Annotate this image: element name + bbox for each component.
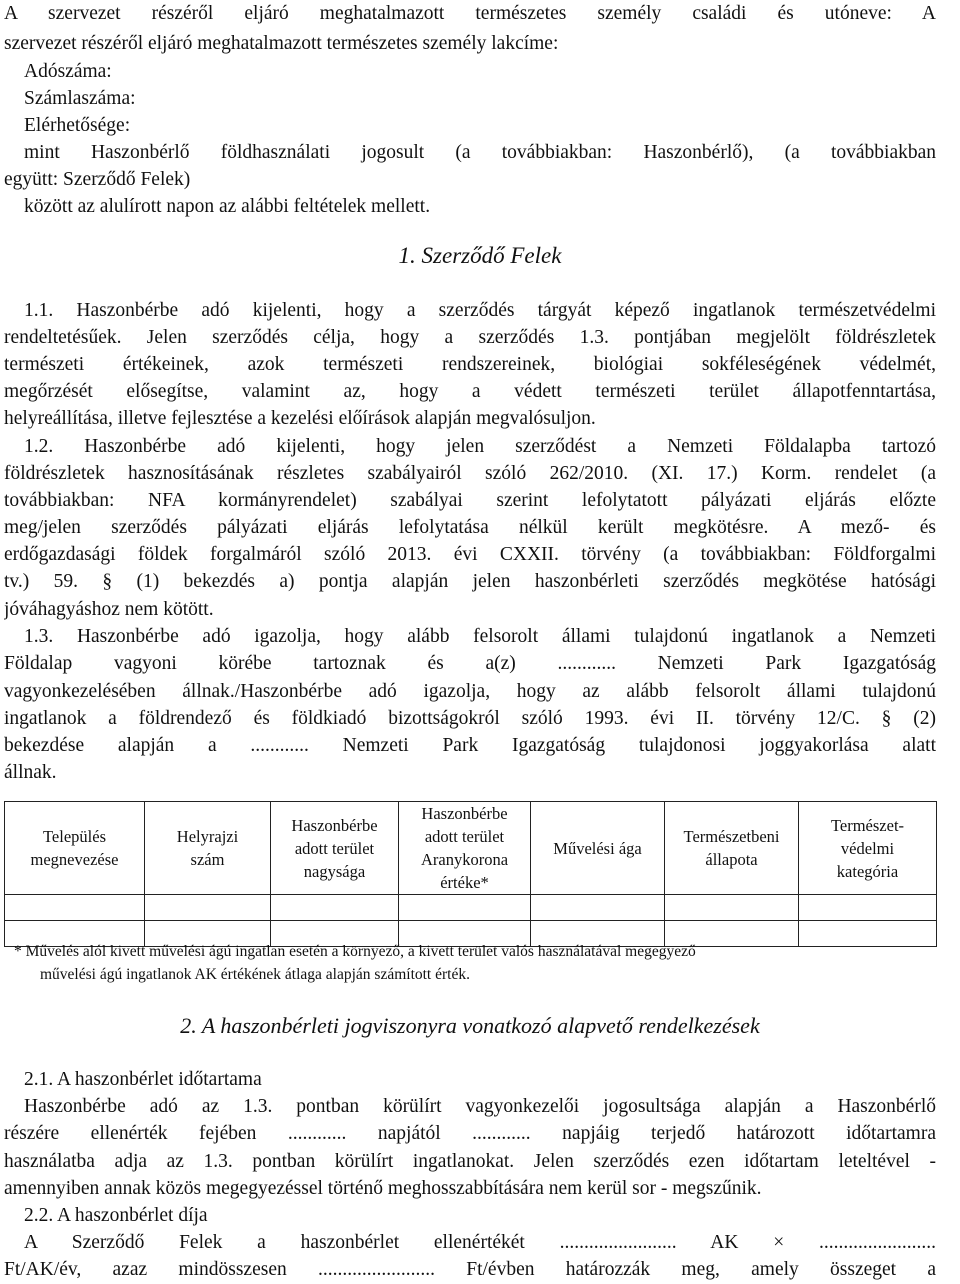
paragraph-line: Haszonbérbe adó az 1.3. pontban körülírt vagyonkezelői jogosultsága alapján a Haszonbérlő	[24, 1096, 936, 1117]
intro-line: szervezet részéről eljáró meghatalmazott természetes személy lakcíme:	[4, 33, 559, 54]
table-cell[interactable]	[799, 895, 937, 921]
table-cell[interactable]	[5, 895, 145, 921]
section-heading: 2. A haszonbérleti jogviszonyra vonatkozó alapvető rendelkezések	[180, 1013, 760, 1038]
intro-line: Elérhetősége:	[24, 115, 131, 136]
intro-line: Számlaszáma:	[24, 88, 136, 109]
footnote-line: * Művelés alól kivett művelési ágú ingatlan esetén a környező, a kivett terület valós használatával megegyező	[14, 943, 696, 960]
paragraph-line: részére ellenérték fejében ............ napjától ............ napjáig terjedő határozott időtartamra	[4, 1123, 936, 1144]
table-header-cell: Művelési ága	[531, 802, 665, 895]
paragraph-line: A Szerződő Felek a haszonbérlet ellenértékét ........................ AK × ........................	[24, 1232, 936, 1253]
paragraph-line: meg/jelen szerződés pályázati eljárás lefolytatása nélkül került megkötésre. A mező- és	[4, 517, 936, 538]
intro-line: között az alulírott napon az alábbi feltételek mellett.	[24, 196, 431, 217]
paragraph-line: állnak.	[4, 762, 57, 783]
table-header-cell: Természetbeni állapota	[665, 802, 799, 895]
paragraph-line: Földalap vagyoni körébe tartoznak és a(z) ............ Nemzeti Park Igazgatóság	[4, 653, 936, 674]
paragraph-line: rendeltetésűek. Jelen szerződés célja, hogy a szerződés 1.3. pontjában megjelölt földrészletek	[4, 327, 936, 348]
footnote-line: művelési ágú ingatlanok AK értékének átlaga alapján számított érték.	[40, 966, 470, 983]
paragraph-line: ingatlanok a földrendező és földkiadó bizottságokról szóló 1993. évi II. törvény 12/C. § (2)	[4, 708, 936, 729]
paragraph-line: megőrzését elősegítse, valamint az, hogy a védett természeti terület állapotfenntartása,	[4, 381, 936, 402]
paragraph-line: természeti értékeinek, azok természeti rendszereinek, biológiai sokféleségének védelmét,	[4, 354, 936, 375]
intro-line: Adószáma:	[24, 61, 112, 82]
paragraph-line: 1.2. Haszonbérbe adó kijelenti, hogy jelen szerződést a Nemzeti Földalapba tartozó	[24, 436, 936, 457]
paragraph-line: jóváhagyáshoz nem kötött.	[4, 599, 214, 620]
paragraph-line: bekezdése alapján a ............ Nemzeti Park Igazgatóság tulajdonosi joggyakorlása alatt	[4, 735, 936, 756]
paragraph-line: amennyiben annak közös megegyezéssel történő meghosszabbítására nem kerül sor - megszűnik.	[4, 1178, 762, 1199]
parcel-table	[4, 801, 937, 947]
intro-line: A szervezet részéről eljáró meghatalmazott természetes személy családi és utóneve: A	[4, 3, 936, 24]
intro-line: együtt: Szerződő Felek)	[4, 169, 191, 190]
table-header-cell: Természet- védelmi kategória	[799, 802, 937, 895]
table-row	[5, 895, 937, 921]
paragraph-line: 2.2. A haszonbérlet díja	[24, 1205, 208, 1226]
section-heading: 1. Szerződő Felek	[398, 243, 562, 268]
table-cell[interactable]	[531, 895, 665, 921]
table-cell[interactable]	[399, 895, 531, 921]
paragraph-line: 2.1. A haszonbérlet időtartama	[24, 1069, 262, 1090]
intro-line: mint Haszonbérlő földhasználati jogosult (a továbbiakban: Haszonbérlő), (a továbbiakban	[24, 142, 936, 163]
paragraph-line: erdőgazdasági földek forgalmáról szóló 2013. évi CXXII. törvény (a továbbiakban: Földforgalmi	[4, 544, 936, 565]
table-header-cell: Haszonbérbe adott terület nagysága	[271, 802, 399, 895]
paragraph-line: helyreállítása, illetve fejlesztése a kezelési előírások alapján megvalósuljon.	[4, 408, 596, 429]
paragraph-line: Ft/AK/év, azaz mindösszesen ........................ Ft/évben határozzák meg, amely összeget a	[4, 1259, 936, 1280]
table-cell[interactable]	[145, 895, 271, 921]
paragraph-line: 1.3. Haszonbérbe adó igazolja, hogy alább felsorolt állami tulajdonú ingatlanok a Nemzeti	[24, 626, 936, 647]
table-header-cell: Haszonbérbe adott terület Aranykorona értéke*	[399, 802, 531, 895]
paragraph-line: továbbiakban: NFA kormányrendelet) szabályai szerint lefolytatott pályázati eljárás előzte	[4, 490, 936, 511]
paragraph-line: vagyonkezelésében állnak./Haszonbérbe adó igazolja, hogy az alább felsorolt állami tulajdonú	[4, 681, 936, 702]
table-header-cell: Helyrajzi szám	[145, 802, 271, 895]
paragraph-line: 1.1. Haszonbérbe adó kijelenti, hogy a szerződés tárgyát képező ingatlanok természetvédelmi	[24, 300, 936, 321]
table-cell[interactable]	[665, 895, 799, 921]
paragraph-line: használatba adja az 1.3. pontban körülírt ingatlanokat. Jelen szerződés ezen időtartam leteltével -	[4, 1151, 936, 1172]
paragraph-line: tv.) 59. § (1) bekezdés a) pontja alapján jelen haszonbérleti szerződés megkötése hatósági	[4, 571, 936, 592]
paragraph-line: földrészletek hasznosításának részletes szabályairól szóló 262/2010. (XI. 17.) Korm. rendelet (a	[4, 463, 936, 484]
table-header-cell: Település megnevezése	[5, 802, 145, 895]
table-cell[interactable]	[271, 895, 399, 921]
table-header-row	[5, 802, 937, 895]
